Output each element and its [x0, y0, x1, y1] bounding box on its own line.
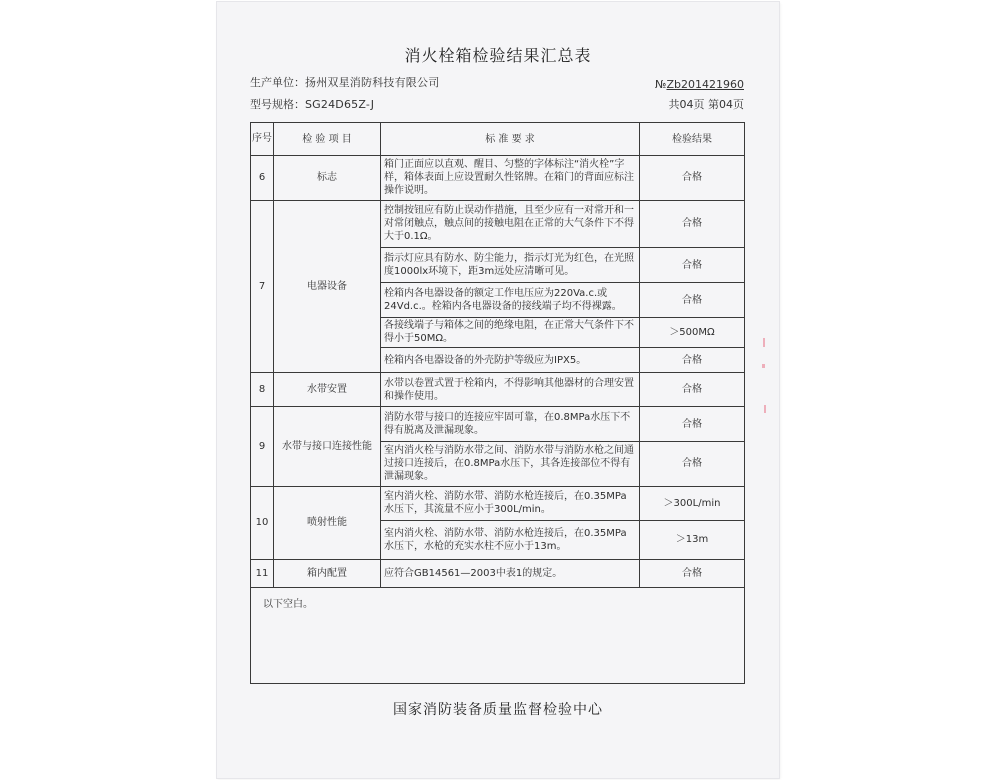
row-item: 水带与接口连接性能 — [274, 406, 381, 486]
blank-row — [251, 587, 745, 683]
model-value: SG24D65Z-J — [305, 98, 375, 111]
row-result: 合格 — [640, 559, 745, 587]
row-requirement: 栓箱内各电器设备的额定工作电压应为220Va.c.或24Vd.c.。栓箱内各电器设备的接线端子均不得裸露。 — [381, 283, 640, 317]
row-result: ＞300L/min — [640, 486, 745, 520]
row-item: 标志 — [274, 156, 381, 201]
model-line — [250, 96, 374, 112]
report-number-value: Zb201421960 — [666, 78, 744, 91]
model-label: 型号规格： — [250, 98, 305, 111]
row-requirement: 消防水带与接口的连接应牢固可靠，在0.8MPa水压下不得有脱离及泄漏现象。 — [381, 406, 640, 441]
row-item: 喷射性能 — [274, 486, 381, 559]
table-row — [251, 486, 745, 520]
row-requirement: 室内消火栓与消防水带之间、消防水带与消防水枪之间通过接口连接后，在0.8MPa水压下，其各连接部位不得有泄漏现象。 — [381, 442, 640, 487]
header-item: 检 验 项 目 — [274, 123, 381, 156]
row-requirement: 各接线端子与箱体之间的绝缘电阻，在正常大气条件下不得小于50MΩ。 — [381, 317, 640, 347]
page-count — [669, 96, 745, 112]
row-requirement: 指示灯应具有防水、防尘能力，指示灯光为红色，在光照度1000lx环境下，距3m远处应清晰可见。 — [381, 248, 640, 283]
edge-mark — [763, 338, 765, 347]
total-pages: 共04页 — [668, 98, 705, 111]
row-result: 合格 — [640, 248, 745, 283]
edge-mark — [764, 405, 766, 413]
row-result: 合格 — [640, 348, 745, 373]
row-number: 8 — [251, 373, 274, 406]
row-result: ＞500MΩ — [640, 317, 745, 347]
row-result: 合格 — [640, 373, 745, 406]
table-row — [251, 373, 745, 406]
row-number: 10 — [251, 486, 274, 559]
table-row — [251, 156, 745, 201]
row-number: 9 — [251, 406, 274, 486]
producer-line — [250, 74, 439, 90]
edge-mark — [762, 364, 765, 368]
row-requirement: 室内消火栓、消防水带、消防水枪连接后，在0.35MPa水压下，水枪的充实水柱不应小于13m。 — [381, 521, 640, 559]
header-result: 检验结果 — [640, 123, 745, 156]
row-result: 合格 — [640, 283, 745, 317]
results-table — [250, 122, 745, 684]
row-requirement: 应符合GB14561—2003中表1的规定。 — [381, 559, 640, 587]
report-number — [655, 78, 744, 91]
blank-note: 以下空白。 — [251, 587, 745, 683]
page-number: 第04页 — [708, 98, 744, 111]
row-result: 合格 — [640, 442, 745, 487]
table-header-row — [251, 123, 745, 156]
row-requirement: 水带以卷置式置于栓箱内，不得影响其他器材的合理安置和操作使用。 — [381, 373, 640, 406]
row-item: 水带安置 — [274, 373, 381, 406]
row-requirement: 栓箱内各电器设备的外壳防护等级应为IPX5。 — [381, 348, 640, 373]
issuer-footer: 国家消防装备质量监督检验中心 — [393, 702, 603, 718]
row-number: 7 — [251, 200, 274, 373]
row-requirement: 箱门正面应以直观、醒目、匀整的字体标注“消火栓”字样，箱体表面上应设置耐久性铭牌。在箱门的背面应标注操作说明。 — [381, 156, 640, 201]
table-row — [251, 200, 745, 248]
report-number-label: № — [655, 78, 667, 91]
row-number: 6 — [251, 156, 274, 201]
row-requirement: 室内消火栓、消防水带、消防水枪连接后，在0.35MPa水压下，其流量不应小于300L/min。 — [381, 486, 640, 520]
producer-value: 扬州双星消防科技有限公司 — [305, 76, 440, 89]
row-result: 合格 — [640, 200, 745, 248]
header-requirement: 标 准 要 求 — [381, 123, 640, 156]
table-row — [251, 406, 745, 441]
document-title: 消火栓箱检验结果汇总表 — [404, 46, 592, 65]
row-number: 11 — [251, 559, 274, 587]
row-result: 合格 — [640, 406, 745, 441]
row-item: 箱内配置 — [274, 559, 381, 587]
producer-label: 生产单位： — [250, 76, 305, 89]
row-requirement: 控制按钮应有防止误动作措施，且至少应有一对常开和一对常闭触点，触点间的接触电阻在正常的大气条件下不得大于0.1Ω。 — [381, 200, 640, 248]
row-result: 合格 — [640, 156, 745, 201]
document-page — [217, 2, 779, 778]
row-item: 电器设备 — [274, 200, 381, 373]
table-row — [251, 559, 745, 587]
row-result: ＞13m — [640, 521, 745, 559]
header-no: 序号 — [251, 123, 274, 156]
